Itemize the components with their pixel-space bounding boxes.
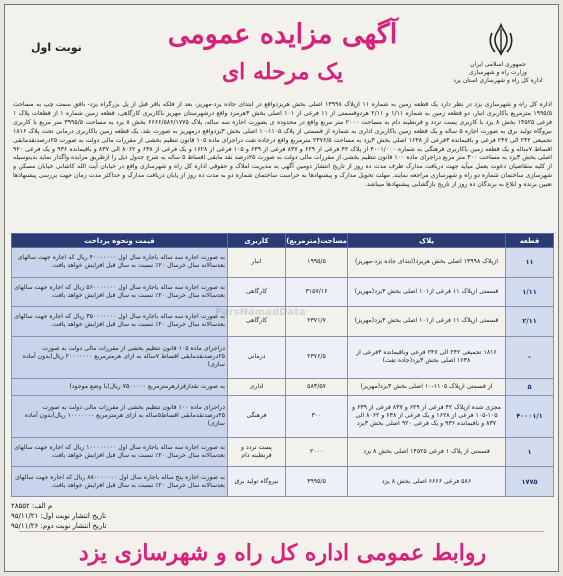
org-lines — [444, 61, 552, 85]
table-row — [12, 248, 554, 278]
cell-plak: قسمتی ازپلاک ۱۱ فرعی از۱۰۱ اصلی بخش ۳یزد(مهریز) — [348, 307, 506, 337]
col-header-price: قیمت ونحوه پرداخت — [12, 234, 228, 248]
cell-plak: از قسمتی ازپلاک ۱۱۰۵-۱۰ اصلی بخش ۳یزد(مهریز) — [348, 378, 506, 395]
cell-price: به صورت اجاره سه ساله باجاره سال اول ۱۰۰۰۰۰۰۰۰ ریال که اجاره جهت سالهای بعدسالانه سال خرسال ۲۰٪ نسبت به سال قبل افزایش خواهد یافت. — [12, 437, 228, 467]
cell-plot: ۲/۱۱ — [506, 307, 554, 337]
col-header-use: کاربری — [228, 234, 286, 248]
cell-area: ۳۱۵۷/۱۶ — [286, 277, 348, 307]
cell-price: دراجرای ماده ۱۰۰ قانون تنظیم بخشی از مقررات مالی دولت به صورت ۲۵درصدنقدمابقی اقساط۵ساله به ازای هرمترمربع ۱۰۰۰۰۰۰۰ ریال(بدون آماده سازی) — [12, 395, 228, 437]
cell-price: به صورت اجاره سه ساله باجاره سال اول ۳۵۰۰۰۰۰۰۰ ریال که اجاره جهت سالهای بعدسالانه سال خرسال ۲۰٪ نسبت به سال قبل افزایش خواهد یافت. — [12, 307, 228, 337]
cell-plak: قسمتی ازپلاک ۱۱ فرعی از۱۰۱ اصلی بخش ۳یزد(مهریز) — [348, 277, 506, 307]
emblem — [472, 21, 530, 61]
cell-use: انبار — [228, 248, 286, 278]
cell-area: ۳۰۰ — [286, 395, 348, 437]
footer-signature: روابط عمومی اداره کل راه و شهرسازی یزد — [78, 540, 487, 566]
cell-plak: قسمتی از پلاک ۱ فرعی ۱۴۵۲۵ اصلی بخش ۸ یزد — [348, 437, 506, 467]
cell-price: به صورت نقدازقرارهرمترمربع ۷۵۰۰۰۰۰ ریال(با وضع موجود) — [12, 378, 228, 395]
ad-subtitle: یک مرحله ای — [221, 59, 344, 85]
table-row — [12, 336, 554, 378]
cell-price: دراجرای ماده ۱۰۵ قانون تنظیم بخشی از مقررات مالی دولت به صورت ۲۵درصدنقدمابقی اقساط ۷ساله به ازای هرمترمربع ۲۰۰۰۰۰۰۰ ریال(بدون آماده سازی) — [12, 336, 228, 378]
publication-meta — [11, 501, 211, 531]
table-row — [12, 467, 554, 497]
cell-use: اداری — [228, 378, 286, 395]
cell-use: درمانی — [228, 336, 286, 378]
cell-plot: ۱ — [506, 437, 554, 467]
footer-divider — [19, 531, 544, 532]
cell-plot: ۱/۱۱ — [506, 277, 554, 307]
round-label: نوبت اول — [31, 41, 82, 54]
cell-price: به صورت اجاره سه ساله باجاره سال اول ۵۶۰۰۰۰۰۰۰ ریال که اجاره جهت سالهای بعدسالانه سال خرسال ۲۰٪ نسبت به سال قبل افزایش خواهد یافت. — [12, 277, 228, 307]
table-row — [12, 307, 554, 337]
ad-page — [4, 4, 559, 572]
cell-plak: ۵۸۶ فرعی ۶۶۶۶ اصلی بخش ۸ یزد — [348, 467, 506, 497]
ad-title: آگهی مزایده عمومی — [167, 19, 398, 50]
cell-area: ۲۳۷۱/۷ — [286, 307, 348, 337]
col-header-plak: پلاک — [348, 234, 506, 248]
table-row — [12, 395, 554, 437]
cell-area: ۱۹۹۵/۵ — [286, 248, 348, 278]
cell-plak: ازپلاک ۱۳۹۹۸ اصلی بخش هریزد(ابتدای جاده یزد-مهریز) — [348, 248, 506, 278]
col-header-area: مساحت(مترمربع) — [286, 234, 348, 248]
org-line-1: جمهوری اسلامی ایران — [470, 61, 526, 68]
cell-use: فرهنگی — [228, 395, 286, 437]
cell-plot: ۴۰۰۰۱/۱ — [506, 395, 554, 437]
org-line-3: اداره کل راه و شهرسازی استان یزد — [453, 77, 543, 84]
cell-plot: ۱۱ — [506, 248, 554, 278]
watermark: ParsNamadData — [215, 307, 306, 318]
org-line-2: وزارت راه و شهرسازی — [469, 69, 527, 76]
cell-plot: ۱۷۷۵ — [506, 467, 554, 497]
ad-code: م الف: ۲۸۵۵۲ — [11, 502, 53, 510]
table-row — [12, 378, 554, 395]
first-publication-date: تاریخ انتشار نوبت اول: ۹۵/۱۱/۲۱ — [11, 512, 107, 520]
auction-table — [11, 233, 554, 497]
cell-use: کارگاهی — [228, 277, 286, 307]
table-row — [12, 277, 554, 307]
header — [5, 5, 560, 97]
intro-paragraph: اداره کل راه و شهرسازی یزد در نظر دارد یک قطعه زمین به شماره ۱۱ ازپلاک ۱۳۹۹۸ اصلی بخش هریزدواقع در ابتدای جاده یزد-مهریز، بعد از فلکه باقر قبل از پل بزرگراه یزد- بافق سمت چپ به مساحت ۱۹۹۵/۵ مترمربع باکاربری انبار، دو قطعه زمین به شماره ۱/۱۱ و ۲/۱۱ هردوقسمتی از ۱۱ فرعی از ۱۰۱ اصلی بخش ۳هرمزد واقع درشهرستان مهریز باکاربری کارگاهی، قطعه زمین شماره ۱ از قطعات پلاک ۱ فرعی ۱۴۵۲۵ بخش ۸ یزد با کاربری پست تردد و قرنطینه دام به مساحت ۲۰۰۰ متر مربع واقع در محدوده ی بصورت اجاره سه ساله، پلاک ۶۶۶۶/۵۸۶/۱۷۷۵ بخش ۸ یزد به مساحت ۳۹۹۵/۵ متر مربع با کاربری نیروگاه تولید برق به صورت اجاره ۵ ساله و یک قطعه زمین باکاربری اداری به شماره از قسمتی از پلاک ۱۱۰۵-۱۰ اصلی بخش ۳یزدواقع درمهریز به صورت نقد، یک قطعه زمین باکاربری درمانی تحت پلاک ۱۸۱۶ تجمیعی ۲۴۲ الی ۲۴۷ فرعی و باقیمانده ۳فرعی از ۱۶۳۸ اصلی بخش ۳یزد به مساحت ۲۳۷۶/۵ مترمربع واقع درجاده تفت دراجرای ماده ۱۰۵ قانون تنظیم بخشی از مقررات مالی دولت به صورت ۲۵درصدنقدمابقی اقساط ۷ساله و یک قطعه زمین باکاربری فرهنگی به شماره ۴۰۰۱/۰۰۰ از پلاک ۴۲ فرعی از ۶۲۹ و ۸۳۷ فرعی از ۶۳۹ و ۱۰۵ فرعی از ۱۶۲۸ و یک فرعی از ۶۳۸ و ۸۰۶۲ الی ۸۳۷ و باقیمانده ۹۳۶ و یک فرعی ۹۲۰ اصلی بخش ۳یزد به مساحت ۳۰۰ متر مربع دراجرای ماده ۱۰۰ قانون تنظیم بخشی از مقررات مالی دولت به صورت ۲۵درصد نقد مابقی اقساط ۵ ساله به شرح جدول ذیل را ازطریق مزایده واگذار نماید بدینوسیله از کلیه متقاضیان دعوت بعمل میآید جهت دریافت مدارک ظرف مدت ده روز از تاریخ انتشار دومین آگهی به مدیریت املاک و حقوقی اداره کل راه و شهرسازی واقع در خیابان آیت الله کاشانی خیابان مسکن و شهرسازی ساختمان شماره دو راه و شهرسازی مراجعه نمایند. مهلت تحویل مدارک و پیشنهادها به حراست ساختمان شماره دو به مدت ده روز از پایان دریافت مدارک و حداکثر مدت زمان جهت بررسی پیشنهادها تعیین برنده و ابلاغ به برندگان ده روز از تاریخ بازگشایی پیشنهادها میباشد. — [13, 101, 552, 189]
cell-area: ۲۰۰۰ — [286, 437, 348, 467]
cell-use: کارگاهی — [228, 307, 286, 337]
table-header-row — [12, 234, 554, 248]
iran-emblem-icon — [481, 21, 521, 61]
cell-use: پست تردد و قرنطینه دام — [228, 437, 286, 467]
cell-price: به صورت اجاره پنج ساله باجاره سال اول ۸۸۰۰۰۰۰۰۰ ریال که اجاره جهت سالهای بعدسالانه سال خرسال ۲۰٪ نسبت به سال قبل افزایش خواهد یافت. — [12, 467, 228, 497]
cell-price: به صورت اجاره سه ساله باجاره سال اول ۴۰۰۰۰۰۰۰ ریال که اجاره جهت سالهای بعدسالانه سال خرسال ۲۰٪ نسبت به سال قبل افزایش خواهد یافت. — [12, 248, 228, 278]
cell-area: ۳۹۹۵/۵ — [286, 467, 348, 497]
second-publication-date: تاریخ انتشار نوبت دوم: ۹۵/۱۱/۲۶ — [11, 522, 107, 530]
cell-plot: ۵ — [506, 378, 554, 395]
table-row — [12, 437, 554, 467]
cell-plot: - — [506, 336, 554, 378]
cell-area: ۵۸۳/۵۷ — [286, 378, 348, 395]
cell-plak: مجزی شده ازپلاک ۴۲ فرعی از ۶۲۹ و ۸۳۷ فرعی از ۶۳۹ و ۱۰۵-۱۰۵ فرعی از ۱۶۲۸ و یک فرعی از ۶۳۸ و ۸۰۶۲ الی ۸۳۷ و باقیمانده ۹۳۶ و یک فرعی ۹۲۰ اصلی بخش ۳یزد — [348, 395, 506, 437]
cell-plak: ۱۸۱۶ تجمیعی ۲۴۲ الی ۲۴۷ فرعی وباقیمانده ۳فرعی از ۱۶۳۸ اصلی بخش ۳یزد(جاده تفت) — [348, 336, 506, 378]
cell-area: ۲۳۷۶/۵ — [286, 336, 348, 378]
col-header-plot: قطعه — [506, 234, 554, 248]
cell-use: نیروگاه تولید برق — [228, 467, 286, 497]
